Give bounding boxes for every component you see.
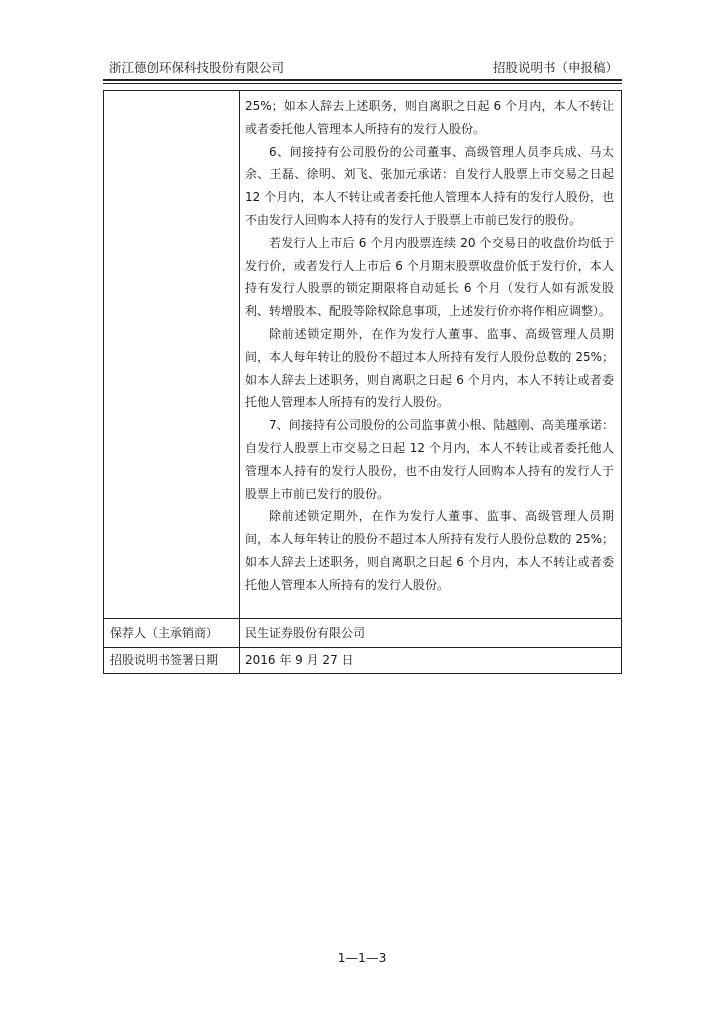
commitment-text-cell bbox=[245, 95, 614, 597]
page-number: 1—1—3 bbox=[337, 950, 387, 965]
paragraph: 除前述锁定期外，在作为发行人董事、监事、高级管理人员期间，本人每年转让的股份不超过本人所持有发行人股份总数的 25%；如本人辞去上述职务，则自离职之日起 6 个月内，本人不转让或者委托他人管理本人所持有的发行人股份。 bbox=[245, 509, 614, 592]
sponsor-label: 保荐人（主承销商） bbox=[110, 626, 219, 640]
row-divider bbox=[104, 647, 621, 648]
row-divider bbox=[104, 618, 621, 619]
column-divider bbox=[239, 91, 240, 673]
sponsor-value: 民生证券股份有限公司 bbox=[245, 626, 366, 640]
paragraph: 除前述锁定期外，在作为发行人董事、监事、高级管理人员期间，本人每年转让的股份不超过本人所持有发行人股份总数的 25%；如本人辞去上述职务，则自离职之日起 6 个月内，本人不转让或者委托他人管理本人所持有的发行人股份。 bbox=[245, 326, 614, 410]
header-rule-thin bbox=[103, 83, 622, 84]
sign-date-label: 招股说明书签署日期 bbox=[110, 653, 219, 667]
paragraph: 25%；如本人辞去上述职务，则自离职之日起 6 个月内，本人不转让或者委托他人管理本人所持有的发行人股份。 bbox=[245, 99, 614, 136]
paragraph: 7、间接持有公司股份的公司监事黄小根、陆越刚、高美瑾承诺：自发行人股票上市交易之日起 12 个月内，本人不转让或者委托他人管理本人持有的发行人股份，也不由发行人回购本人持有的发行人于股票上市前已发行的股份。 bbox=[245, 418, 614, 501]
page-header bbox=[103, 58, 622, 78]
paragraph: 6、间接持有公司股份的公司董事、高级管理人员李兵成、马太余、王磊、徐明、刘飞、张加元承诺：自发行人股票上市交易之日起 12 个月内，本人不转让或者委托他人管理本人持有的发行人股份，也不由发行人回购本人持有的发行人于股票上市前已发行的股份。 bbox=[245, 144, 614, 227]
company-name: 浙江德创环保科技股份有限公司 bbox=[109, 60, 285, 75]
sign-date-value: 2016 年 9 月 27 日 bbox=[245, 653, 354, 667]
header-rule-thick bbox=[103, 79, 622, 81]
paragraph: 若发行人上市后 6 个月内股票连续 20 个交易日的收盘价均低于发行价，或者发行人上市后 6 个月期末股票收盘价低于发行价，本人持有发行人股票的锁定期限将自动延长 6 个月（发行人如有派发股利、转增股本、配股等除权除息事项，上述发行价亦将作相应调整）。 bbox=[245, 235, 614, 319]
info-table bbox=[103, 90, 622, 674]
document-title: 招股说明书（申报稿） bbox=[492, 60, 618, 75]
